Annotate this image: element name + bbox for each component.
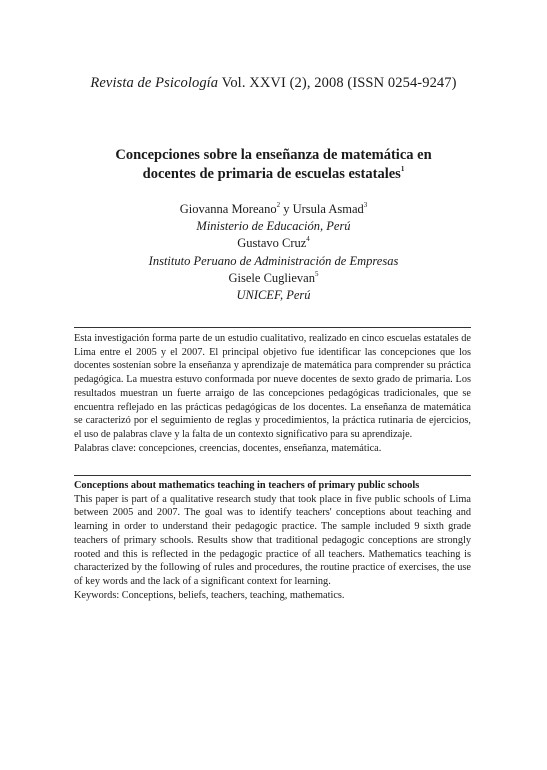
footnote-mark-5: 5 [314,269,319,278]
author-asmad: y Ursula Asmad [280,202,364,216]
affiliation-1: Ministerio de Educación, Perú [196,219,351,234]
title-line-1: Concepciones sobre la enseñanza de matemática en [115,147,432,163]
journal-header [0,75,547,92]
author-line-2 [0,235,547,252]
abstract-english [74,479,471,602]
title-line-2-text: docentes de primaria de escuelas estatales [142,166,401,182]
author-moreano: Giovanna Moreano [179,202,277,216]
keywords-spanish: Palabras clave: concepciones, creencias, docentes, enseñanza, matemática. [74,442,382,454]
footnote-mark-3: 3 [363,200,368,209]
title-line-2 [60,165,487,184]
author-cuglievan: Gisele Cuglievan [228,270,315,285]
abstract-top-divider [74,327,471,328]
volume-info: Vol. XXVI (2), 2008 (ISSN 0254-9247) [218,75,457,91]
abstract-spanish-text: Esta investigación forma parte de un estudio cualitativo, realizado en cinco escuelas estatales de Lima entre el 2005 y el 2007. El principal objetivo fue identificar las concepciones que los docentes sostenían sobre la enseñanza y aprendizaje de matemática para comprender su práctica pedagógica. La muestra estuvo conformada por nueve docentes de sexto grado de primaria. Los resultados muestran un fuerte arraigo de las concepciones pedagógicas tradicionales, que se encuentra reflejado en las prácticas pedagógicas de los docentes. La enseñanza de matemática se caracterizó por el seguimiento de reglas y procedimientos, la práctica rutinaria de ejercicios, el uso de palabras clave y la falta de un contexto significativo para su aprendizaje. [74,333,471,440]
author-line-1 [0,201,547,218]
footnote-mark-4: 4 [306,235,310,244]
author-cruz: Gustavo Cruz [237,236,307,251]
author-line-3 [0,270,547,287]
journal-name: Revista de Psicología [90,75,219,91]
affiliation-2: Instituto Peruano de Administración de Empresas [148,253,399,268]
footnote-mark-2: 2 [276,200,281,209]
abstract-english-title: Conceptions about mathematics teaching in teachers of primary public schools [74,480,420,491]
title-footnote-mark: 1 [400,165,405,174]
paper-title [60,146,487,184]
author-block [0,201,547,304]
abstract-spanish [74,332,471,455]
keywords-english: Keywords: Conceptions, beliefs, teachers, teaching, mathematics. [74,589,345,601]
abstract-middle-divider [74,475,471,476]
affiliation-3: UNICEF, Perú [236,288,311,303]
abstract-english-text: This paper is part of a qualitative research study that took place in five public schools of Lima between 2005 and 2007. The goal was to identify teachers' conceptions about teaching and learning in order to understand their pedagogic practice. The sample included 9 sixth grade teachers of primary schools. Results show that traditional pedagogic conceptions are strongly rooted and this is reflected in the pedagogic practice of all teachers. Mathematics teaching is characterized by the following of rules and procedures, the routine practice of exercises, the use of key words and the lack of a significant context for learning. [74,493,471,587]
